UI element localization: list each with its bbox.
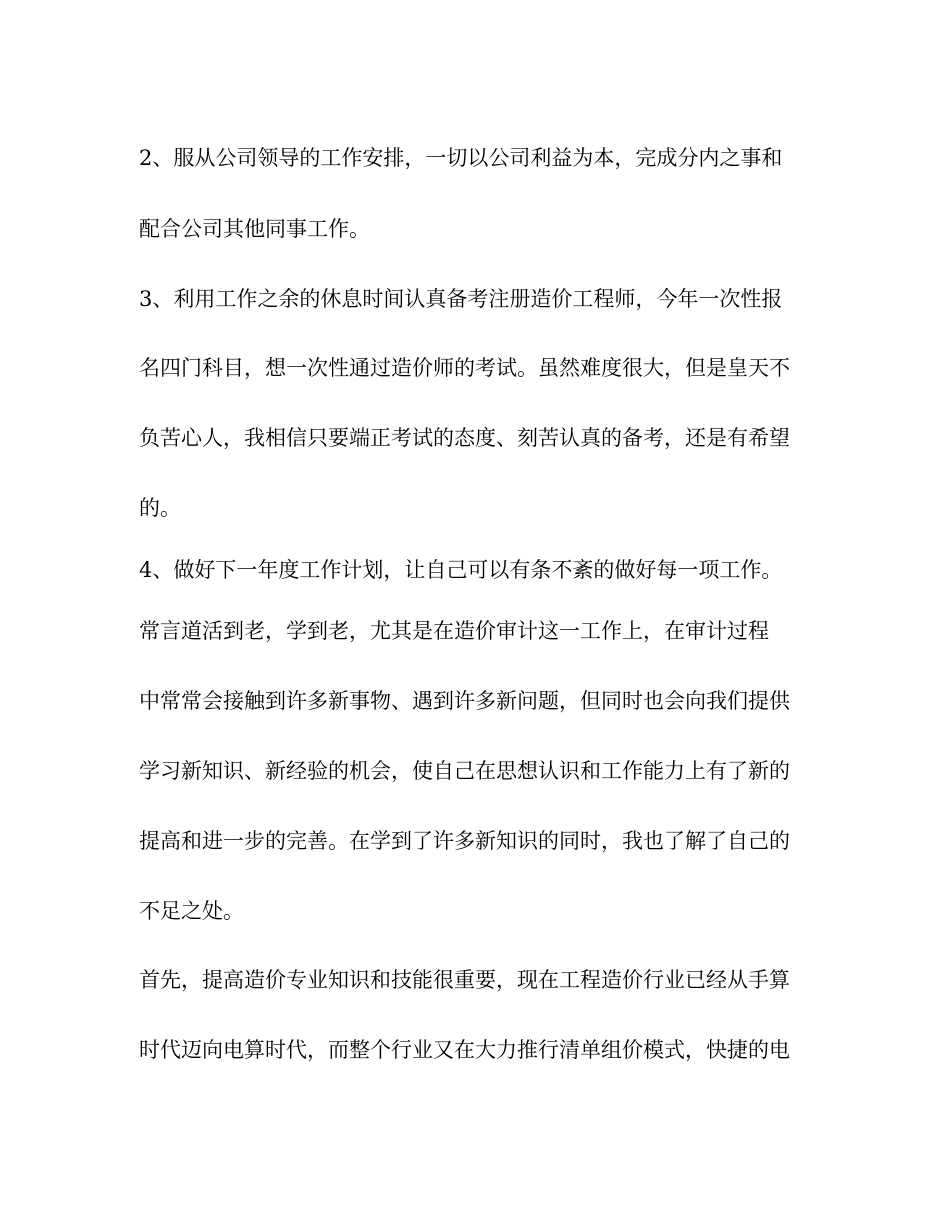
text-line: 负苦心人，我相信只要端正考试的态度、刻苦认真的备考，还是有希望 [139,426,790,450]
text-line: 配合公司其他同事工作。 [139,217,370,241]
text-line: 的。 [139,496,181,520]
text-line: 提高和进一步的完善。在学到了许多新知识的同时，我也了解了自己的 [139,829,790,853]
text-line: 中常常会接触到许多新事物、遇到许多新问题，但同时也会向我们提供 [139,689,790,713]
text-line: 4、做好下一年度工作计划，让自己可以有条不紊的做好每一项工作。 [139,558,783,582]
text-line: 名四门科目，想一次性通过造价师的考试。虽然难度很大，但是皇天不 [139,356,790,380]
text-line: 学习新知识、新经验的机会，使自己在思想认识和工作能力上有了新的 [139,759,790,783]
text-line: 3、利用工作之余的休息时间认真备考注册造价工程师，今年一次性报 [139,287,783,311]
text-line: 首先，提高造价专业知识和技能很重要，现在工程造价行业已经从手算 [139,968,790,992]
text-line: 时代迈向电算时代，而整个行业又在大力推行清单组价模式，快捷的电 [139,1038,790,1062]
text-line: 常言道活到老，学到老，尤其是在造价审计这一工作上，在审计过程 [139,619,769,643]
text-line: 2、服从公司领导的工作安排，一切以公司利益为本，完成分内之事和 [139,146,783,170]
text-line: 不足之处。 [139,899,244,923]
